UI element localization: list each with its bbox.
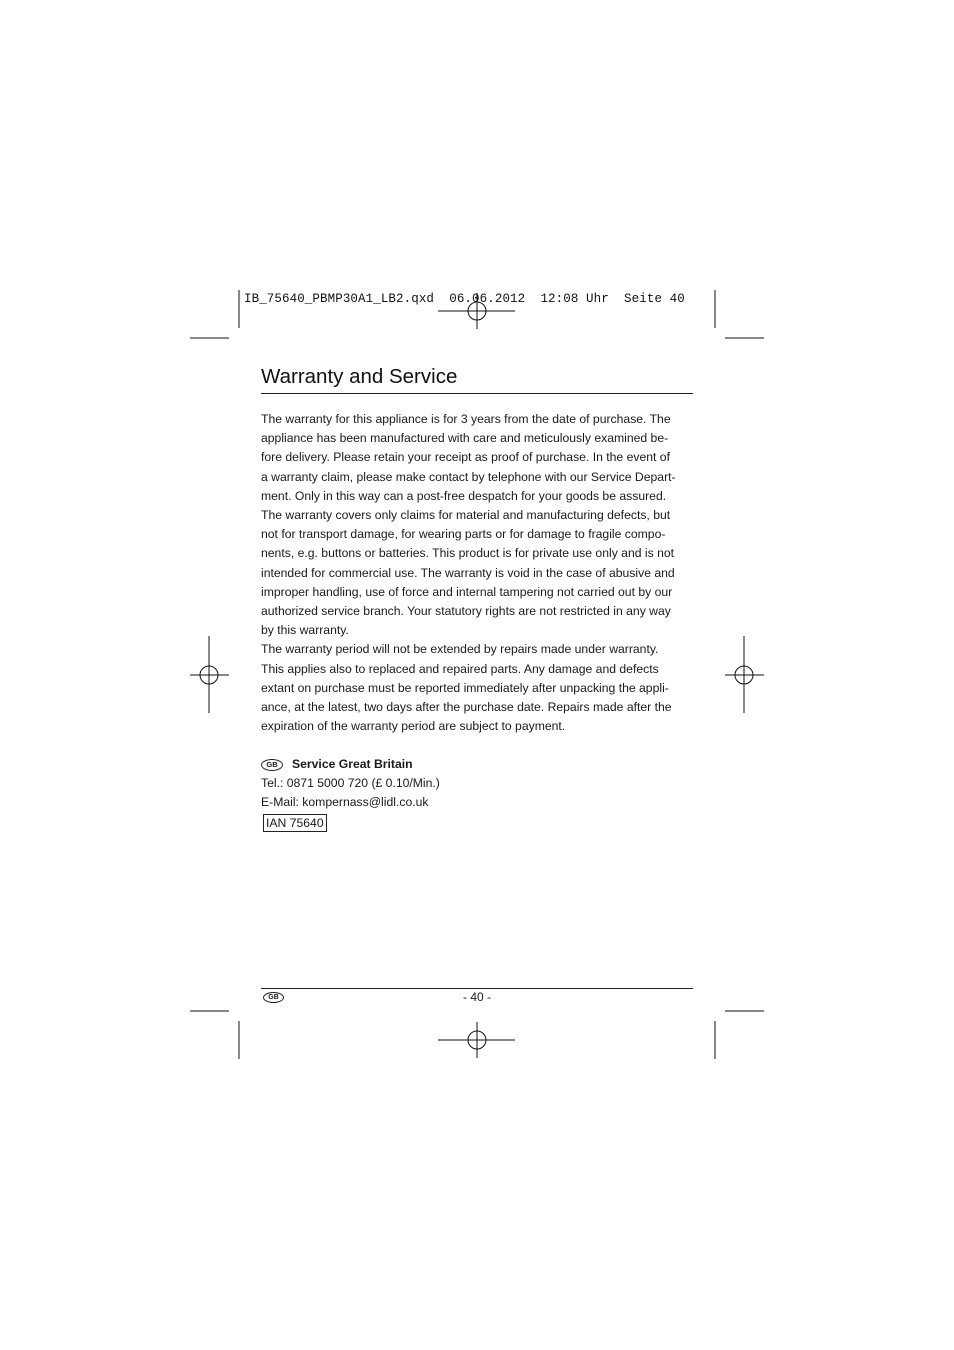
registration-mark-right	[725, 636, 764, 713]
service-heading-row	[261, 755, 440, 774]
page-title: Warranty and Service	[261, 365, 458, 388]
print-slug-line: IB_75640_PBMP30A1_LB2.qxd 06.06.2012 12:08 Uhr Seite 40	[244, 292, 685, 306]
text-line: The warranty period will not be extended by repairs made under warranty.	[261, 642, 659, 657]
text-line: The warranty covers only claims for material and manufacturing defects, but	[261, 508, 671, 523]
gb-country-badge-icon: GB	[261, 759, 283, 771]
footer-rule	[261, 988, 693, 989]
service-telephone: Tel.: 0871 5000 720 (£ 0.10/Min.)	[261, 776, 440, 791]
title-underline	[261, 393, 693, 394]
service-contact-block	[261, 755, 440, 833]
footer-gb-badge-icon: GB	[263, 992, 284, 1003]
text-line: intended for commercial use. The warranty is void in the case of abusive and	[261, 565, 675, 580]
ian-number-box: IAN 75640	[263, 814, 327, 832]
text-line: This applies also to replaced and repaired parts. Any damage and defects	[261, 661, 659, 676]
warranty-paragraph-1	[261, 410, 695, 640]
text-line: extant on purchase must be reported immediately after unpacking the appli-	[261, 680, 669, 695]
registration-mark-left	[190, 636, 229, 713]
text-line: authorized service branch. Your statutory rights are not restricted in any way	[261, 604, 671, 619]
warranty-paragraph-2	[261, 640, 695, 736]
page-number: - 40 -	[462, 990, 491, 1004]
text-line: not for transport damage, for wearing parts or for damage to fragile compo-	[261, 527, 666, 542]
warranty-text	[261, 410, 695, 736]
text-line: ment. Only in this way can a post-free despatch for your goods be assured.	[261, 488, 667, 503]
text-line: improper handling, use of force and internal tampering not carried out by our	[261, 584, 673, 599]
text-line: appliance has been manufactured with care and meticulously examined be-	[261, 431, 669, 446]
text-line: a warranty claim, please make contact by telephone with our Service Depart-	[261, 469, 676, 484]
text-line: The warranty for this appliance is for 3 years from the date of purchase. The	[261, 412, 671, 426]
text-line: expiration of the warranty period are subject to payment.	[261, 719, 566, 734]
service-heading: Service Great Britain	[292, 757, 413, 771]
registration-mark-bottom	[438, 1022, 515, 1058]
text-line: nents, e.g. buttons or batteries. This product is for private use only and is not	[261, 546, 675, 561]
text-line: by this warranty.	[261, 623, 349, 638]
service-email: E-Mail: kompernass@lidl.co.uk	[261, 795, 429, 810]
text-line: fore delivery. Please retain your receipt as proof of purchase. In the event of	[261, 450, 670, 465]
text-line: ance, at the latest, two days after the purchase date. Repairs made after the	[261, 700, 672, 715]
